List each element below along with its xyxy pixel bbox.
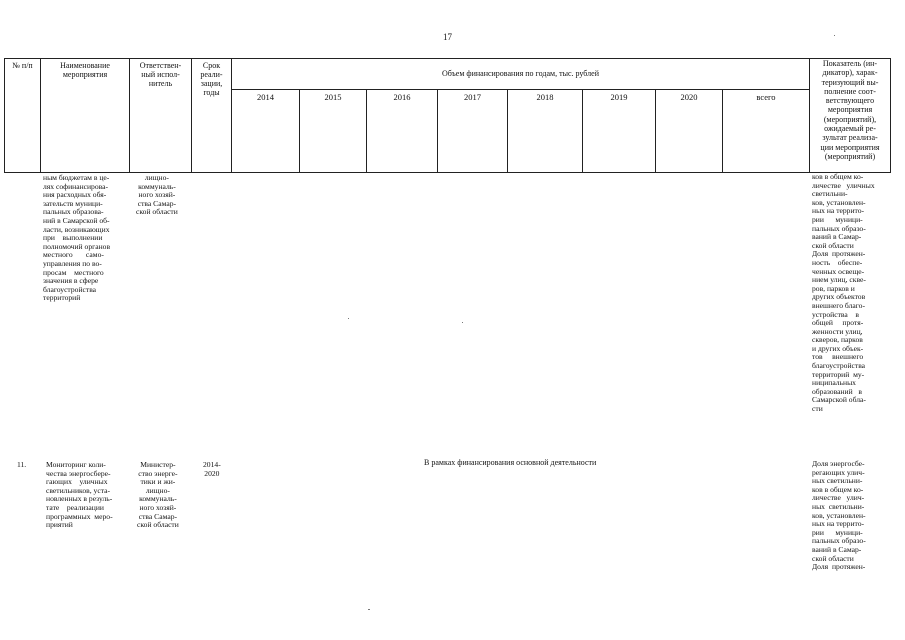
- scan-speck: [834, 35, 835, 36]
- year-2018: 2018: [536, 92, 554, 102]
- header-num: № п/п: [12, 61, 33, 70]
- year-2014: 2014: [257, 92, 274, 102]
- header-funding: Объем финансирования по годам, тыс. рублей: [442, 69, 599, 78]
- year-2019: 2019: [610, 92, 628, 102]
- year-total: всего: [756, 92, 776, 102]
- row11-funding-note: В рамках финансирования основной деятельности: [424, 458, 597, 467]
- year-2015: 2015: [324, 92, 342, 102]
- year-2020: 2020: [680, 92, 698, 102]
- header-name: Наименование мероприятия: [60, 61, 110, 79]
- header-executor: Ответствен- ный испол- нитель: [139, 61, 182, 88]
- row11-name: Мониторинг коли- чества энергосбере- гающих уличных светильников, уста- новленных в резуль- тате реализации программных меро- приятий: [46, 460, 113, 530]
- page-number: 17: [443, 32, 452, 42]
- row1-executor: лищно- коммуналь- ного хозяй- ства Самар- ской области: [136, 173, 178, 217]
- col-border-right: [890, 58, 891, 173]
- table-top-border: [4, 58, 891, 59]
- row1-indicator: ков в общем ко- личестве уличных светильни- ков, установлен- ных на террито- рии муници- пальных образо- ваний в Самар- ской области Доля протяжен- ность обеспе- ченных освеще- нием улиц, скве- ров, парков и других объектов внешнего благо- устройства в общей протя- женности улиц, скверов, парков и других объек- тов внешнего благоустройства территорий му- ниципальных образований в Самарской обла- сти: [812, 172, 875, 414]
- row11-executor: Министер- ство энерге- тики и жи- лищно- коммуналь- ного хозяй- ства Самар- ской области: [137, 460, 179, 530]
- header-bottom-border: [4, 172, 891, 173]
- row11-indicator: Доля энергосбе- регающих улич- ных светильни- ков в общем ко- личестве улич- ных светильни- ков, установлен- ных на террито- рии муници- пальных образо- ваний в Самар- ской области Доля протяжен-: [812, 459, 866, 572]
- header-term: Срок реали- зации, годы: [200, 61, 223, 97]
- scan-speck: [368, 609, 370, 610]
- year-2017: 2017: [464, 92, 481, 102]
- year-2016: 2016: [393, 92, 411, 102]
- row1-name: ным бюджетам в це- лях софинансирова- ния расходных обя- зательств муници- пальных образова- ний в Самарской об- ласти, возникающих при выполнении полномочий органов местного само- управления по во- просам местного значения в сфере благоустройства территорий: [43, 173, 111, 303]
- scan-speck: [348, 318, 349, 319]
- header-indicator: Показатель (ин- дикатор), харак- теризующий вы- полнение соот- ветствующего мероприятия (мероприятий), ожидаемый ре- зультат реализа- ции мероприятия (мероприятий): [820, 59, 880, 161]
- col-border-left: [4, 58, 5, 173]
- row11-num: 11.: [17, 460, 27, 469]
- scan-speck: [462, 322, 463, 323]
- row11-term: 2014- 2020: [203, 460, 221, 478]
